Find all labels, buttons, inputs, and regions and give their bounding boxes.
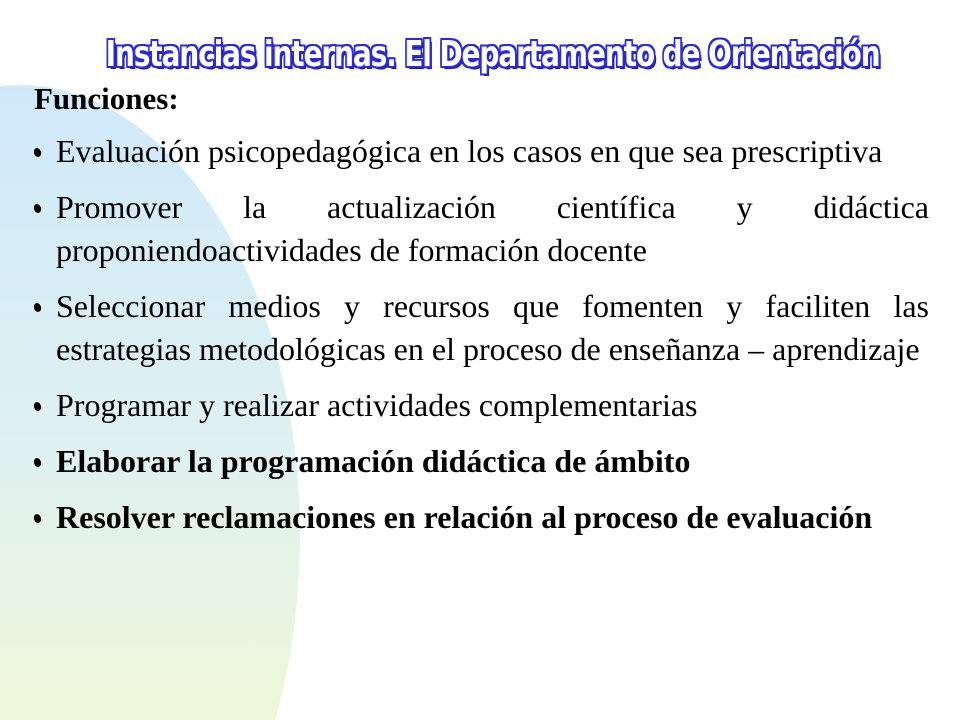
bullet-dot-icon [33, 457, 43, 468]
bullet-item [34, 186, 929, 272]
slide-content [34, 80, 929, 552]
bullet-text: Elaborar la programación didáctica de ámbito [56, 443, 691, 479]
bullet-dot-icon [33, 401, 43, 412]
bullet-dot-icon [33, 147, 43, 158]
bullet-item [34, 496, 929, 539]
bullet-item [34, 440, 929, 483]
bullet-item [34, 130, 929, 173]
bullet-text: Promover la actualización científica y didáctica proponiendoactividades de formación docente [56, 189, 929, 268]
bullet-text: Programar y realizar actividades complementarias [56, 387, 698, 423]
bullet-dot-icon [33, 302, 43, 313]
functions-heading: Funciones: [34, 81, 179, 116]
bullet-item [34, 384, 929, 427]
bullet-item [34, 285, 929, 371]
bullet-text: Seleccionar medios y recursos que fomenten y faciliten las estrategias metodológicas en el proceso de enseñanza – aprendizaje [56, 288, 929, 367]
bullet-dot-icon [33, 203, 43, 214]
slide-title: Instancias internas. El Departamento de Orientación [105, 34, 880, 75]
bullet-text: Evaluación psicopedagógica en los casos en que sea prescriptiva [56, 133, 883, 169]
bullet-dot-icon [33, 513, 43, 524]
bullet-text: Resolver reclamaciones en relación al proceso de evaluación [56, 499, 873, 535]
